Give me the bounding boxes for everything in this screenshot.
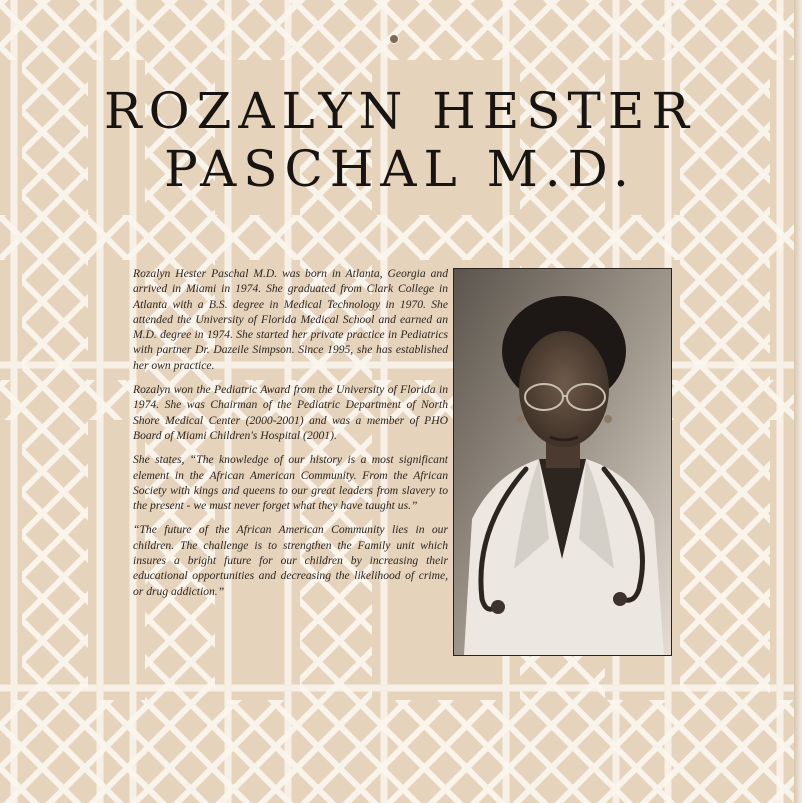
biography-text — [133, 266, 448, 608]
bio-paragraph-3: She states, “The knowledge of our history is a most significant element in the African American Community. From the African Society with kings and queens to our great leaders from slavery to the present - we must never forget what they have taught us.” — [133, 453, 448, 513]
bio-paragraph-1: Rozalyn Hester Paschal M.D. was born in Atlanta, Georgia and arrived in Miami in 1974. She graduated from Clark College in Atlanta with a B.S. degree in Medical Technology in 1970. She attended the University of Florida Medical School and earned an M.D. degree in 1974. She started her private practice in Pediatrics with partner Dr. Dazeile Simpson. Since 1995, she has established her own practice. — [133, 267, 448, 372]
hanging-hole — [389, 34, 399, 44]
page-title — [40, 82, 760, 198]
title-line-1: ROZALYN HESTER — [104, 82, 696, 140]
portrait-illustration — [454, 269, 671, 655]
portrait-photo — [453, 268, 672, 656]
page-edge — [794, 0, 802, 803]
title-line-2: PASCHAL M.D. — [164, 140, 636, 198]
bio-paragraph-4: “The future of the African American Community lies in our children. The challenge is to strengthen the Family unit which insures a bright future for our children by increasing their educational opportunities and decreasing the likelihood of crime, or drug addiction.” — [133, 523, 448, 598]
bio-paragraph-2: Rozalyn won the Pediatric Award from the University of Florida in 1974. She was Chairman of the Pediatric Department of North Shore Medical Center (2000-2001) and was a member of PHO Board of Miami Children's Hospital (2001). — [133, 383, 448, 442]
